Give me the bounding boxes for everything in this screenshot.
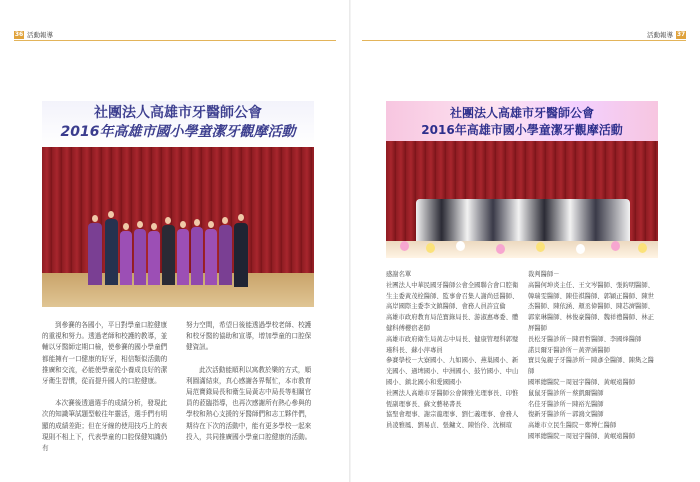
acknowledgement-list [386, 270, 522, 432]
banner-line2: 2016年高雄市國小學童潔牙觀摩活動 [421, 123, 623, 137]
paragraph: 此次活動能順利以寓教於樂的方式，順利圓滿結束，真心感謝各界幫忙，本市教育局范寶錄局長和衛生局黃志中局長等相關官員的蒞臨指導，也再次感謝所有熱心參與的學校和熱心支援的牙醫師們和志工夥伴們，期待在下次的活動中，能有更多學校一起來投入，共同推廣國小學童口腔健康的活動。 [186, 365, 312, 441]
list-item: 社團法人中華民國牙醫師公會全國聯合會口腔衛生主委黃茂栓醫師、監事會召集人謝尚廷醫師、高岸國際主委李文鎮醫師、會務人員許宜倫 [386, 281, 519, 311]
list-item: 國軍總醫院－周冠宇醫師、黃岷遠醫師 [528, 432, 636, 440]
left-event-photo [42, 101, 314, 307]
list-item: 諾貝爾牙醫診所－黃羿涵醫師 [528, 346, 610, 354]
list-item: 高雄市政府教育局范寶錄局長、游淑惠專委、體健科傅櫻宿老師 [386, 314, 519, 332]
list-item: 長松牙醫診所－陳君哲醫師、李國烽醫師 [528, 335, 642, 343]
list-item: 高雄市立民生醫院－鄭博仁醫師 [528, 422, 617, 430]
paragraph: 到參賽的各國小，平日對學童口腔健康的重視和努力。透過老師和校護的教導，並輔以牙醫師定期口檢，使參賽的國小學童們都能擁有一口健康的好牙，相信類似活動的推廣和交流，必能使學童從小養成良好的潔牙衛生習慣，從而提升國人的口腔健康。 [42, 321, 168, 386]
list-item: 高醫何坤炎主任、王文岑醫師、張鈞明醫師、韓瑞雯醫師、陳佳祺醫師、郭穎正醫師、陳世杰醫師、陳依涵、顏丞偉醫師、陳芯濟醫師、郭家琳醫師、林俊豪醫師、魏祥禮醫師、林正屏醫師 [528, 281, 654, 332]
event-banner [42, 101, 314, 147]
list-heading: 感謝名單 [386, 271, 412, 278]
list-item: 名佳牙醫診所－陳裕光醫師 [528, 400, 604, 408]
banner-line1: 社團法人高雄市牙醫師公會 [94, 105, 262, 121]
judges-list [528, 270, 658, 443]
list-item: 社團法人高雄市牙醫師公會陳雅光理事長、印惟恆副理事長、蘇文藝秘書長 [386, 389, 519, 408]
banner-line2: 2016年高雄市國小學童潔牙觀摩活動 [60, 124, 296, 140]
page-gutter [349, 0, 351, 482]
left-page-header [14, 31, 336, 41]
right-page-number: 37 [676, 31, 686, 38]
banner-line1: 社團法人高雄市牙醫師公會 [449, 106, 594, 120]
list-item: 鼠鼠牙醫診所－蔡凱爾醫師 [528, 389, 604, 397]
list-item: 協聖會理事、謝宗龍理事、劉仁義理事、會務人員凌雅鳳、劉易貞、張鏞文、陳怡伶、沈桐瑄 [386, 411, 519, 430]
list-item: 復新牙醫診所－郭鴻文醫師 [528, 411, 604, 419]
left-text-column-2 [186, 320, 314, 443]
paragraph: 努力空間，希望日後能透過學校老師、校護和校牙醫的協助和宣導，增加學童的口腔保健資訊。 [186, 321, 312, 352]
paragraph: 本次賽後透過選手的成績分析，發現此次的知識筆試題型較往年靈活，選手們有明顯的成績差距；但在牙線的使用技巧上的表現則不相上下，代表學童的口腔保健知識仍有 [42, 399, 168, 453]
right-event-photo [386, 101, 658, 258]
left-text-column-1 [42, 320, 170, 454]
right-section-title: 活動報導 [647, 31, 673, 39]
list-item: 參賽學校－大寮國小、九如國小、燕巢國小、新光國小、過埤國小、中洲國小、鼓竹國小、中山國小、鎮北國小和愛國國小 [386, 357, 519, 386]
list-heading: 裁判醫師－ [528, 271, 560, 278]
list-item: 國軍總醫院－周冠宇醫師、黃岷遠醫師 [528, 378, 636, 386]
right-page-header [362, 31, 686, 41]
event-banner [386, 101, 658, 141]
left-page-number: 36 [14, 31, 24, 38]
list-item: 寶貝兔親子牙醫診所－陳彥全醫師、陳雋之醫師 [528, 357, 654, 376]
list-item: 高雄市政府衛生局黃志中局長、健康管理科郭璧瑾科長、蘇小萍專員 [386, 335, 519, 354]
left-section-title: 活動報導 [27, 31, 53, 39]
